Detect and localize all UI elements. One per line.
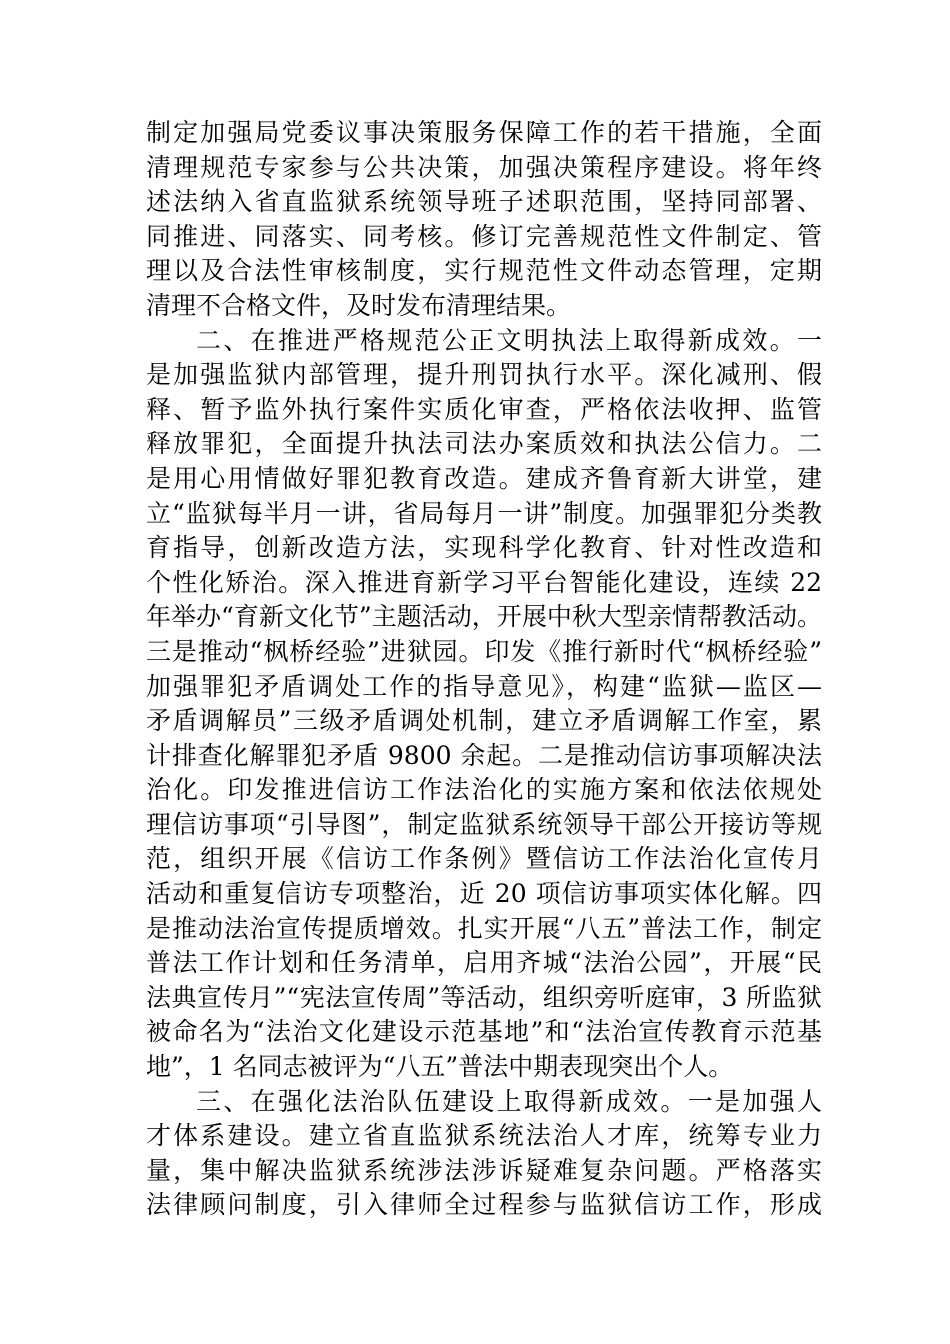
text-line: 述法纳入省直监狱系统领导班子述职范围，坚持同部署、: [146, 187, 822, 217]
text-line: 三是推动“枫桥经验”进狱园。印发《推行新时代“枫桥经验”: [146, 636, 822, 666]
text-line: 个性化矫治。深入推进育新学习平台智能化建设，连续 22: [146, 567, 822, 597]
text-line: 加强罪犯矛盾调处工作的指导意见》，构建“监狱—监区—: [146, 671, 822, 701]
text-line: 才体系建设。建立省直监狱系统法治人才库，统筹专业力: [146, 1121, 822, 1151]
text-line: 法典宣传月”“宪法宣传周”等活动，组织旁听庭审，3 所监狱: [146, 982, 822, 1012]
text-line: 普法工作计划和任务清单，启用齐城“法治公园”，开展“民: [146, 948, 822, 978]
text-line: 释放罪犯，全面提升执法司法办案质效和执法公信力。二: [146, 429, 822, 459]
text-line: 制定加强局党委议事决策服务保障工作的若干措施，全面: [146, 118, 822, 147]
text-line: 同推进、同落实、同考核。修订完善规范性文件制定、管: [146, 221, 822, 251]
text-line: 是加强监狱内部管理，提升刑罚执行水平。深化减刑、假: [146, 360, 822, 390]
text-line: 计排查化解罪犯矛盾 9800 余起。二是推动信访事项解决法: [146, 740, 822, 770]
text-line: 是用心用情做好罪犯教育改造。建成齐鲁育新大讲堂，建: [146, 463, 822, 493]
section-heading-line: 三、在强化法治队伍建设上取得新成效。一是加强人: [196, 1086, 822, 1116]
text-line: 量，集中解决监狱系统涉法涉诉疑难复杂问题。严格落实: [146, 1155, 822, 1185]
text-line: 矛盾调解员”三级矛盾调处机制，建立矛盾调解工作室，累: [146, 706, 822, 736]
text-line: 活动和重复信访专项整治，近 20 项信访事项实体化解。四: [146, 879, 822, 909]
text-line: 清理规范专家参与公共决策，加强决策程序建设。将年终: [146, 152, 822, 182]
text-line: 立“监狱每半月一讲，省局每月一讲”制度。加强罪犯分类教: [146, 498, 822, 528]
section-heading-line: 二、在推进严格规范公正文明执法上取得新成效。一: [196, 325, 822, 355]
text-line: 范，组织开展《信访工作条例》暨信访工作法治化宣传月: [146, 844, 822, 874]
text-line: 释、暂予监外执行案件实质化审查，严格依法收押、监管: [146, 394, 822, 424]
text-line: 地”，1 名同志被评为“八五”普法中期表现突出个人。: [146, 1052, 734, 1082]
text-line: 法律顾问制度，引入律师全过程参与监狱信访工作，形成: [146, 1190, 822, 1220]
text-line: 治化。印发推进信访工作法治化的实施方案和依法依规处: [146, 775, 822, 805]
text-line: 年举办“育新文化节”主题活动，开展中秋大型亲情帮教活动。: [146, 602, 822, 632]
text-line: 被命名为“法治文化建设示范基地”和“法治宣传教育示范基: [146, 1017, 822, 1047]
text-line: 理以及合法性审核制度，实行规范性文件动态管理，定期: [146, 256, 822, 286]
text-line: 清理不合格文件，及时发布清理结果。: [146, 290, 572, 320]
text-line: 是推动法治宣传提质增效。扎实开展“八五”普法工作，制定: [146, 913, 822, 943]
text-line: 理信访事项“引导图”，制定监狱系统领导干部公开接访等规: [146, 809, 822, 839]
text-line: 育指导，创新改造方法，实现科学化教育、针对性改造和: [146, 533, 822, 563]
document-body: [146, 116, 822, 1223]
